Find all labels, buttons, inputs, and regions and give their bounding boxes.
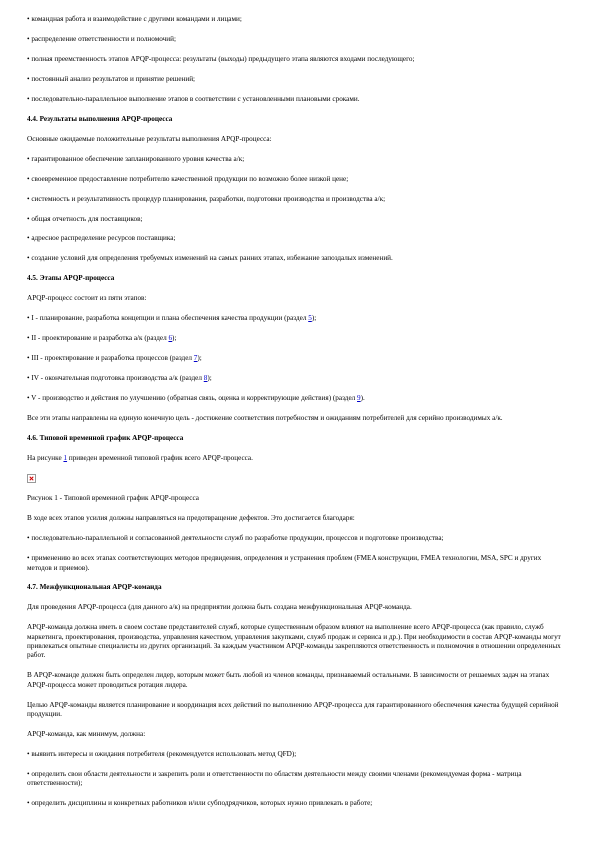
paragraph: • общая отчетность для поставщиков; — [27, 214, 143, 223]
paragraph: • своевременное предоставление потребителю качественной продукции по возможно более низкой цене; — [27, 174, 349, 183]
section-reference-link[interactable]: 6 — [168, 334, 173, 343]
figure-placeholder — [27, 474, 565, 494]
section-reference-link[interactable]: 8 — [203, 374, 208, 383]
paragraph: Для проведения APQP-процесса (для данного а/к) на предприятии должна быть создана межфункциональная APQP-команда. — [27, 603, 412, 612]
section-heading: 4.5. Этапы APQP-процесса — [27, 274, 115, 283]
paragraph-text: ); — [207, 374, 212, 383]
paragraph-text: ); — [172, 334, 177, 343]
section-reference-link[interactable]: 7 — [193, 354, 198, 363]
paragraph-text: ); — [311, 314, 317, 323]
paragraph: • распределение ответственности и полномочий; — [27, 34, 176, 43]
paragraph — [27, 354, 565, 363]
paragraph-text: приведен временной типовой график всего APQP-процесса. — [67, 453, 253, 462]
paragraph: • выявить интересы и ожидания потребителя (рекомендуется использовать метод QFD); — [27, 749, 297, 758]
paragraph: В APQP-команде должен быть определен лидер, которым может быть любой из членов команды, признаваемый остальными. В зависимости от решаемых задач на этапах APQP-процесса может проводиться ротация лидера. — [27, 671, 550, 689]
paragraph: Рисунок 1 - Типовой временной график APQP-процесса — [27, 494, 199, 503]
paragraph: • создание условий для определения требуемых изменений на самых ранних этапах, избежание запоздалых изменений. — [27, 254, 393, 263]
paragraph — [27, 374, 565, 383]
broken-image-icon — [27, 474, 36, 483]
paragraph-text: ); — [197, 354, 202, 363]
paragraph: • определить свои области деятельности и закрепить роли и ответственности по областям деятельности между своими членами (рекомендуемая форма - матрица ответственности); — [27, 769, 522, 788]
paragraph: • применению во всех этапах соответствующих методов предвидения, определения и устранения проблем (FMEA конструкции, FMEA технологии, MSA, SPC и других методов и приемов). — [27, 554, 542, 572]
paragraph: • последовательно-параллельной и согласованной деятельности служб по разработке продукции, процессов и подготовке производства; — [27, 534, 444, 543]
paragraph: • командная работа и взаимодействие с другими командами и лицами; — [27, 15, 242, 23]
section-reference-link[interactable]: 5 — [308, 314, 312, 323]
paragraph: • системность и результативность процедур планирования, разработки, подготовки производства и производства а/к; — [27, 194, 386, 203]
section-heading: 4.6. Типовой временной график APQP-процесса — [27, 434, 184, 443]
paragraph-text: ). — [360, 394, 365, 403]
paragraph: • постоянный анализ результатов и принятие решений; — [27, 74, 196, 83]
paragraph: Все эти этапы направлены на единую конечную цель - достижение соответствия потребностям и ожиданиям потребителей для серийно производимых а/к. — [27, 414, 503, 423]
paragraph: Основные ожидаемые положительные результаты выполнения APQP-процесса: — [27, 134, 272, 143]
paragraph-text: • II - проектирование и разработка а/к (раздел — [27, 334, 169, 343]
paragraph-text: • III - проектирование и разработка процессов (раздел — [27, 354, 194, 363]
section-reference-link[interactable]: 1 — [63, 453, 68, 462]
paragraph: • гарантированное обеспечение запланированного уровня качества а/к; — [27, 154, 245, 163]
paragraph-text: • IV - окончательная подготовка производства а/к (раздел — [27, 374, 204, 383]
section-reference-link[interactable]: 9 — [357, 394, 361, 403]
paragraph — [27, 334, 565, 343]
paragraph: • последовательно-параллельное выполнение этапов в соответствии с установленными плановыми сроками. — [27, 94, 360, 103]
paragraph: • адресное распределение ресурсов поставщика; — [27, 234, 176, 243]
section-heading: 4.4. Результаты выполнения APQP-процесса — [27, 114, 173, 123]
paragraph-text: На рисунке — [27, 453, 64, 462]
paragraph — [27, 394, 565, 403]
paragraph-text: • V - производство и действия по улучшению (обратная связь, оценка и корректирующие действия) (раздел — [27, 394, 358, 403]
paragraph: APQP-команда должна иметь в своем составе представителей служб, которые существенным образом влияют на выполнение всего APQP-процесса (как правило, служб маркетинга, проектирования, производства, управления качеством, управления закупками, служб продаж и сервиса и др.). При необходимости в состав APQP-команды могут привлекаться опытные специалисты из других организаций. За каждым участником APQP-команды закрепляются ответственность и полномочия в отношении определенных работ. — [27, 623, 561, 660]
paragraph-text: • I - планирование, разработка концепции и плана обеспечения качества продукции (раздел — [27, 314, 309, 323]
paragraph: • определить дисциплины и конкретных работников и/или субподрядчиков, которых нужно привлекать в работе; — [27, 799, 373, 808]
paragraph: APQP-команда, как минимум, должна: — [27, 730, 146, 739]
paragraph: • полная преемственность этапов APQP-процесса: результаты (выходы) предыдущего этапа являются входами последующего; — [27, 54, 415, 63]
section-heading: 4.7. Межфункциональная APQP-команда — [27, 583, 162, 592]
paragraph: В ходе всех этапов усилия должны направляться на предотвращение дефектов. Это достигается благодаря: — [27, 514, 355, 523]
paragraph: Целью APQP-команды является планирование и координация всех действий по выполнению APQP-процесса для гарантированного обеспечения качества будущей серийной продукции. — [27, 700, 559, 719]
paragraph — [27, 454, 565, 463]
paragraph: APQP-процесс состоит из пяти этапов: — [27, 294, 147, 303]
paragraph — [27, 314, 565, 323]
